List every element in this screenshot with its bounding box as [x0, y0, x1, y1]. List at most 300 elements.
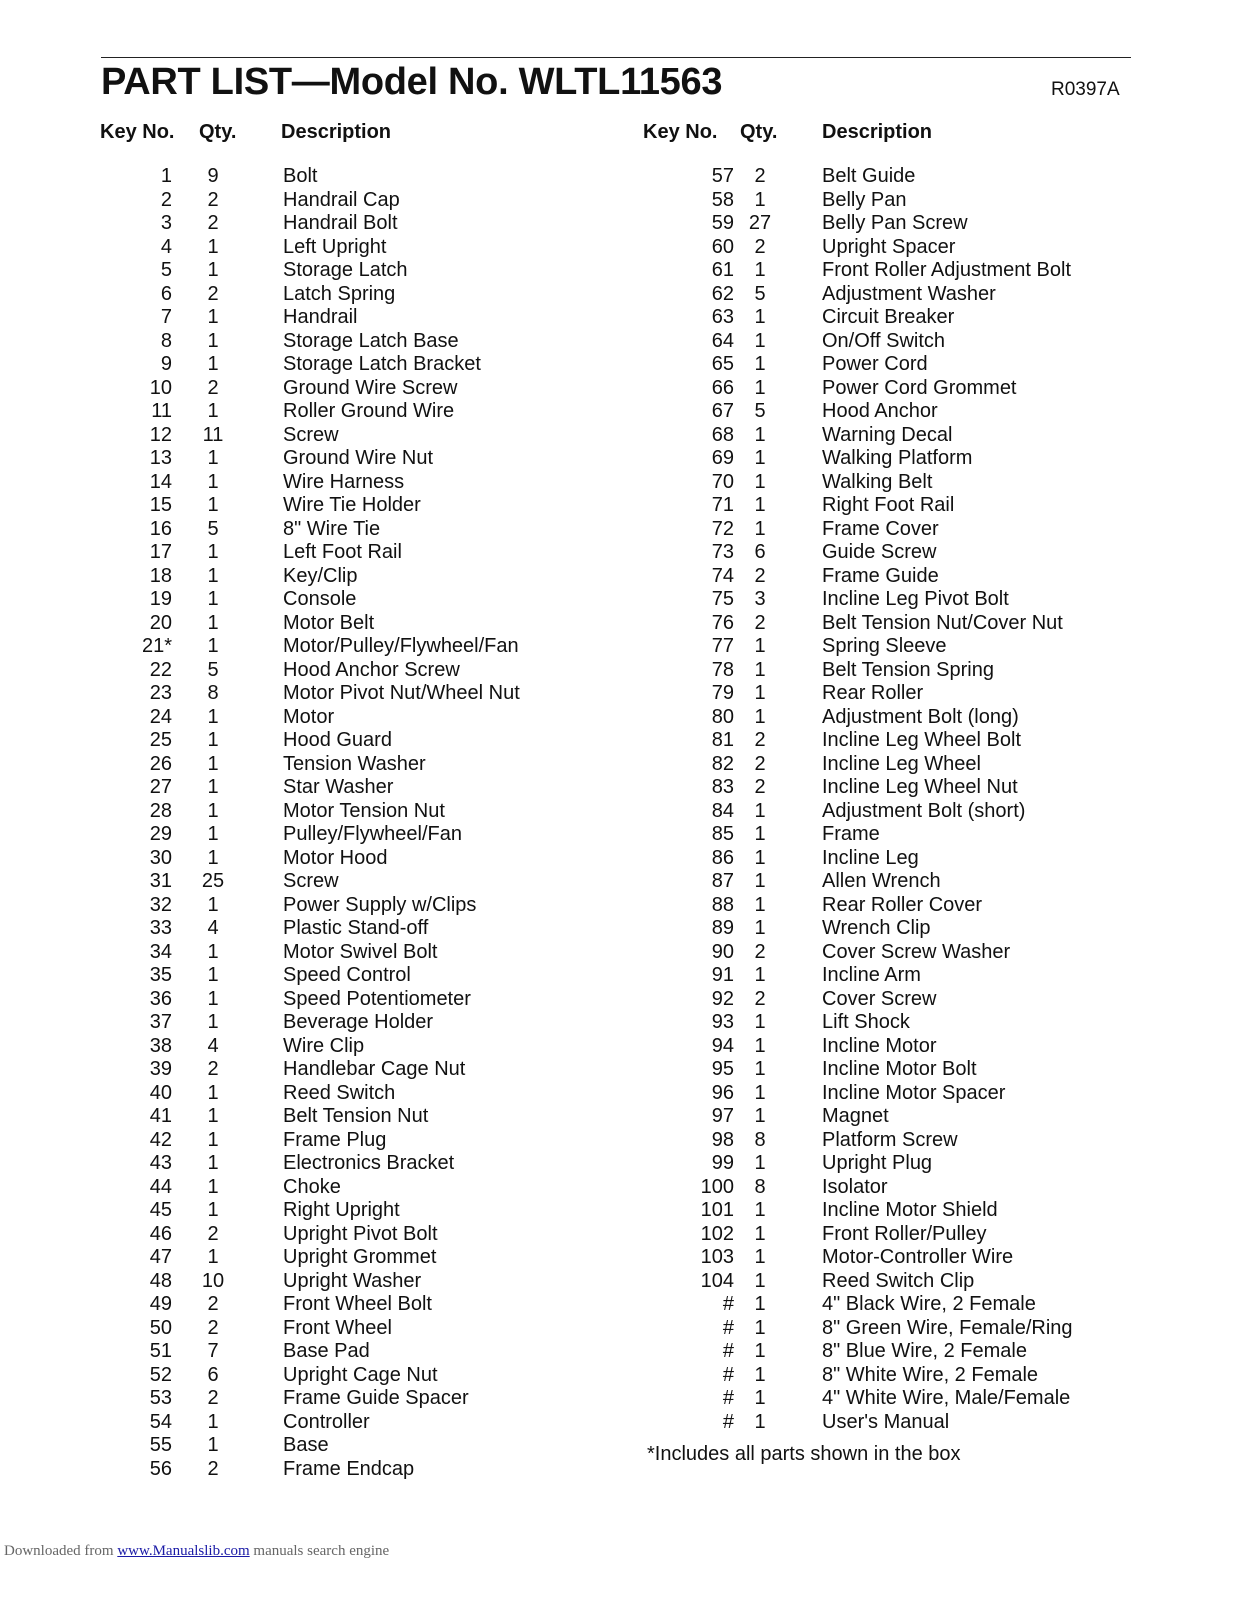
part-row — [0, 1128, 620, 1152]
part-key-number: 19 — [149, 588, 172, 610]
part-row — [0, 752, 620, 776]
part-key-number: 52 — [149, 1363, 172, 1386]
part-row — [620, 493, 1237, 517]
part-quantity: 1 — [207, 1105, 219, 1127]
part-key-number: 74 — [711, 564, 734, 587]
part-description: Hood Anchor — [822, 400, 938, 422]
part-key-number: 104 — [700, 1269, 734, 1292]
part-description: Storage Latch — [283, 259, 408, 281]
part-description: Power Supply w/Clips — [283, 893, 477, 916]
part-description: Frame Cover — [822, 517, 939, 540]
part-description: Spring Sleeve — [822, 635, 947, 657]
part-key-number: 85 — [711, 823, 734, 845]
part-row — [620, 1151, 1237, 1175]
part-quantity: 1 — [754, 188, 766, 211]
part-quantity: 8 — [207, 682, 219, 704]
part-description: Controller — [283, 1410, 370, 1433]
part-quantity: 1 — [207, 306, 219, 328]
part-quantity: 5 — [207, 658, 219, 681]
part-row — [620, 1292, 1237, 1316]
part-row — [620, 1410, 1237, 1434]
part-description: Incline Motor — [822, 1034, 937, 1057]
part-description: Rear Roller — [822, 682, 924, 704]
part-key-number: 93 — [711, 1011, 734, 1033]
part-row — [0, 305, 620, 329]
right-parts-list — [620, 164, 1237, 1433]
part-quantity: 1 — [754, 376, 766, 399]
part-row — [0, 540, 620, 564]
part-quantity: 8 — [754, 1128, 766, 1151]
page-title: PART LIST—Model No. WLTL11563 — [101, 61, 723, 103]
part-key-number: 79 — [711, 682, 734, 704]
part-description: Belly Pan Screw — [822, 212, 968, 234]
part-key-number: # — [722, 1293, 734, 1315]
part-quantity: 1 — [754, 1269, 766, 1292]
part-key-number: # — [722, 1340, 734, 1362]
part-row — [0, 1057, 620, 1081]
part-key-number: 21* — [141, 635, 172, 657]
part-quantity: 8 — [754, 1175, 766, 1198]
part-quantity: 1 — [207, 353, 219, 375]
part-row — [620, 446, 1237, 470]
part-description: 8" White Wire, 2 Female — [822, 1363, 1039, 1386]
part-key-number: 44 — [149, 1175, 172, 1198]
part-description: Upright Spacer — [822, 235, 956, 258]
part-row — [620, 540, 1237, 564]
part-row — [620, 893, 1237, 917]
part-quantity: 2 — [207, 1222, 219, 1245]
part-key-number: 78 — [711, 658, 734, 681]
part-quantity: 5 — [207, 517, 219, 540]
part-key-number: 68 — [711, 423, 734, 446]
part-key-number: 46 — [149, 1222, 172, 1245]
part-quantity: 10 — [201, 1269, 225, 1292]
part-description: Adjustment Washer — [822, 282, 996, 305]
part-key-number: 33 — [149, 917, 172, 939]
part-description: Reed Switch Clip — [822, 1269, 975, 1292]
part-row — [0, 446, 620, 470]
part-row — [0, 564, 620, 588]
part-quantity: 2 — [754, 729, 766, 751]
part-quantity: 1 — [207, 705, 219, 728]
part-key-number: 45 — [149, 1199, 172, 1221]
part-quantity: 25 — [201, 870, 225, 892]
part-quantity: 1 — [754, 470, 766, 493]
part-row — [0, 1175, 620, 1199]
part-row — [0, 1269, 620, 1293]
part-row — [620, 1128, 1237, 1152]
part-row — [620, 1269, 1237, 1293]
part-quantity: 1 — [754, 799, 766, 822]
part-row — [0, 1386, 620, 1410]
part-row — [0, 399, 620, 423]
part-row — [0, 1104, 620, 1128]
part-key-number: 65 — [711, 353, 734, 375]
part-key-number: 77 — [711, 635, 734, 657]
part-description: 4" White Wire, Male/Female — [822, 1387, 1071, 1409]
part-row — [620, 587, 1237, 611]
part-key-number: # — [722, 1316, 734, 1339]
part-key-number: 15 — [149, 494, 172, 516]
part-key-number: 3 — [160, 212, 172, 234]
part-quantity: 1 — [754, 423, 766, 446]
manualslib-link[interactable]: www.Manualslib.com — [117, 1543, 250, 1559]
part-quantity: 1 — [207, 1081, 219, 1104]
part-description: Roller Ground Wire — [283, 400, 455, 422]
part-quantity: 1 — [207, 235, 219, 258]
part-description: Frame Guide Spacer — [283, 1387, 469, 1409]
part-row — [0, 1222, 620, 1246]
part-description: Console — [283, 588, 357, 610]
part-quantity: 4 — [207, 917, 219, 939]
part-row — [620, 799, 1237, 823]
part-row — [620, 1175, 1237, 1199]
part-key-number: 90 — [711, 940, 734, 963]
part-row — [620, 517, 1237, 541]
part-row — [0, 1316, 620, 1340]
part-key-number: 27 — [149, 776, 172, 798]
part-quantity: 5 — [754, 400, 766, 422]
part-quantity: 1 — [754, 1410, 766, 1433]
part-description: Incline Motor Spacer — [822, 1081, 1006, 1104]
part-key-number: 71 — [711, 494, 734, 516]
part-row — [0, 658, 620, 682]
part-quantity: 9 — [207, 165, 219, 187]
part-key-number: 63 — [711, 306, 734, 328]
part-description: Motor/Pulley/Flywheel/Fan — [283, 635, 519, 657]
part-quantity: 2 — [207, 1058, 219, 1080]
part-quantity: 27 — [748, 212, 772, 234]
part-row — [620, 987, 1237, 1011]
part-description: 8" Blue Wire, 2 Female — [822, 1340, 1027, 1362]
part-row — [620, 1339, 1237, 1363]
part-quantity: 1 — [754, 917, 766, 939]
right-header-key: Key No. — [643, 121, 718, 143]
right-header-qty: Qty. — [740, 121, 778, 143]
part-quantity: 1 — [207, 776, 219, 798]
part-key-number: 91 — [711, 964, 734, 986]
part-key-number: 37 — [149, 1011, 172, 1033]
part-quantity: 1 — [754, 682, 766, 704]
footer-prefix: Downloaded from — [4, 1543, 118, 1559]
part-key-number: 96 — [711, 1081, 734, 1104]
part-description: Upright Pivot Bolt — [283, 1222, 438, 1245]
part-key-number: 10 — [149, 376, 172, 399]
part-key-number: 28 — [149, 799, 172, 822]
part-key-number: 56 — [149, 1457, 172, 1480]
part-quantity: 1 — [207, 1128, 219, 1151]
left-header-description: Description — [281, 121, 392, 143]
part-row — [620, 211, 1237, 235]
part-description: Isolator — [822, 1175, 888, 1198]
part-row — [620, 1245, 1237, 1269]
part-description: Allen Wrench — [822, 870, 941, 892]
part-row — [620, 305, 1237, 329]
part-key-number: 30 — [149, 846, 172, 869]
part-key-number: 72 — [711, 517, 734, 540]
part-quantity: 1 — [754, 823, 766, 845]
part-row — [0, 1457, 620, 1481]
part-quantity: 7 — [207, 1340, 219, 1362]
part-key-number: 103 — [700, 1246, 734, 1268]
part-key-number: 83 — [711, 776, 734, 798]
part-row — [0, 893, 620, 917]
part-key-number: # — [722, 1387, 734, 1409]
part-description: Belt Guide — [822, 165, 916, 187]
part-key-number: 66 — [711, 376, 734, 399]
part-row — [0, 611, 620, 635]
part-key-number: 48 — [149, 1269, 172, 1292]
part-key-number: 58 — [711, 188, 734, 211]
part-row — [0, 987, 620, 1011]
part-description: Tension Washer — [283, 752, 426, 775]
part-row — [0, 1245, 620, 1269]
part-description: Belly Pan — [822, 188, 907, 211]
part-key-number: 1 — [160, 165, 172, 187]
part-row — [0, 164, 620, 188]
part-description: Beverage Holder — [283, 1011, 434, 1033]
left-header-qty: Qty. — [199, 121, 237, 143]
part-row — [0, 1151, 620, 1175]
part-row — [0, 1034, 620, 1058]
part-description: Motor Hood — [283, 846, 388, 869]
part-row — [620, 352, 1237, 376]
part-quantity: 1 — [754, 658, 766, 681]
left-header-key: Key No. — [100, 121, 175, 143]
part-description: Frame Endcap — [283, 1457, 415, 1480]
part-row — [0, 258, 620, 282]
footer-suffix: manuals search engine — [249, 1543, 390, 1559]
part-row — [620, 564, 1237, 588]
part-quantity: 2 — [754, 611, 766, 634]
part-row — [0, 470, 620, 494]
part-quantity: 1 — [207, 964, 219, 986]
part-row — [0, 799, 620, 823]
part-quantity: 1 — [754, 1011, 766, 1033]
part-quantity: 1 — [207, 823, 219, 845]
part-description: Incline Leg — [822, 846, 919, 869]
part-key-number: 55 — [149, 1434, 172, 1456]
part-row — [620, 634, 1237, 658]
part-key-number: # — [722, 1410, 734, 1433]
part-description: Front Wheel — [283, 1316, 392, 1339]
part-key-number: 75 — [711, 588, 734, 610]
part-row — [620, 940, 1237, 964]
part-key-number: 89 — [711, 917, 734, 939]
part-description: Front Roller Adjustment Bolt — [822, 259, 1071, 281]
part-quantity: 2 — [754, 165, 766, 187]
part-row — [0, 634, 620, 658]
part-quantity: 1 — [207, 1152, 219, 1174]
part-row — [0, 493, 620, 517]
part-description: Hood Guard — [283, 729, 392, 751]
part-description: Wire Tie Holder — [283, 494, 421, 516]
part-quantity: 1 — [207, 1246, 219, 1268]
footnote: *Includes all parts shown in the box — [647, 1443, 961, 1465]
part-description: Right Upright — [283, 1199, 400, 1221]
part-quantity: 1 — [207, 1199, 219, 1221]
part-description: Frame Guide — [822, 564, 939, 587]
part-row — [620, 1198, 1237, 1222]
part-description: Right Foot Rail — [822, 494, 955, 516]
left-parts-list — [0, 164, 620, 1480]
part-key-number: 81 — [711, 729, 734, 751]
part-row — [0, 1363, 620, 1387]
part-key-number: 92 — [711, 987, 734, 1010]
part-key-number: 67 — [711, 400, 734, 422]
part-quantity: 1 — [754, 1340, 766, 1362]
part-description: Power Cord Grommet — [822, 376, 1017, 399]
part-quantity: 6 — [754, 541, 766, 563]
part-quantity: 1 — [207, 400, 219, 422]
part-quantity: 1 — [207, 1011, 219, 1033]
part-quantity: 2 — [754, 752, 766, 775]
part-description: Motor Swivel Bolt — [283, 940, 438, 963]
part-quantity: 1 — [207, 447, 219, 469]
part-key-number: 29 — [149, 823, 172, 845]
part-quantity: 1 — [754, 1363, 766, 1386]
part-quantity: 1 — [754, 1152, 766, 1174]
part-row — [0, 775, 620, 799]
part-quantity: 1 — [207, 635, 219, 657]
part-row — [0, 1292, 620, 1316]
part-row — [620, 1010, 1237, 1034]
part-key-number: 98 — [711, 1128, 734, 1151]
part-description: Incline Leg Wheel Bolt — [822, 729, 1022, 751]
part-quantity: 1 — [207, 893, 219, 916]
part-row — [620, 846, 1237, 870]
part-row — [620, 963, 1237, 987]
part-row — [0, 423, 620, 447]
part-description: Motor Belt — [283, 611, 375, 634]
part-description: Circuit Breaker — [822, 306, 955, 328]
part-key-number: 22 — [149, 658, 172, 681]
part-quantity: 1 — [754, 635, 766, 657]
part-description: Wire Harness — [283, 470, 405, 493]
part-row — [620, 1316, 1237, 1340]
part-row — [0, 282, 620, 306]
part-quantity: 2 — [754, 940, 766, 963]
part-row — [0, 1410, 620, 1434]
part-description: Incline Motor Shield — [822, 1199, 998, 1221]
part-key-number: 23 — [149, 682, 172, 704]
part-key-number: 50 — [149, 1316, 172, 1339]
part-row — [620, 611, 1237, 635]
part-row — [620, 1081, 1237, 1105]
part-key-number: 70 — [711, 470, 734, 493]
part-row — [0, 211, 620, 235]
part-quantity: 2 — [754, 987, 766, 1010]
part-key-number: 97 — [711, 1105, 734, 1127]
part-quantity: 1 — [207, 729, 219, 751]
part-key-number: 84 — [711, 799, 734, 822]
part-row — [0, 1081, 620, 1105]
part-quantity: 3 — [754, 588, 766, 610]
part-description: Bolt — [283, 165, 318, 187]
part-key-number: 6 — [160, 282, 172, 305]
part-quantity: 1 — [754, 846, 766, 869]
part-description: Handrail Bolt — [283, 212, 398, 234]
part-quantity: 1 — [754, 1081, 766, 1104]
part-description: Motor — [283, 705, 335, 728]
part-quantity: 1 — [207, 752, 219, 775]
part-quantity: 1 — [207, 611, 219, 634]
part-description: Platform Screw — [822, 1128, 958, 1151]
part-description: Handlebar Cage Nut — [283, 1058, 466, 1080]
part-key-number: 82 — [711, 752, 734, 775]
part-description: Incline Leg Wheel — [822, 752, 981, 775]
part-description: Incline Arm — [822, 964, 921, 986]
part-key-number: 69 — [711, 447, 734, 469]
part-key-number: 64 — [711, 329, 734, 352]
part-description: Pulley/Flywheel/Fan — [283, 823, 462, 845]
part-row — [620, 258, 1237, 282]
part-row — [620, 869, 1237, 893]
part-description: Walking Belt — [822, 470, 933, 493]
part-key-number: 35 — [149, 964, 172, 986]
part-description: Upright Plug — [822, 1152, 933, 1174]
part-description: 8" Green Wire, Female/Ring — [822, 1316, 1073, 1339]
part-description: Hood Anchor Screw — [283, 658, 460, 681]
part-row — [0, 705, 620, 729]
part-key-number: 86 — [711, 846, 734, 869]
part-key-number: 42 — [149, 1128, 172, 1151]
document-code: R0397A — [1051, 79, 1120, 100]
part-row — [0, 1433, 620, 1457]
part-key-number: 95 — [711, 1058, 734, 1080]
part-quantity: 11 — [202, 423, 224, 446]
part-description: Reed Switch — [283, 1081, 396, 1104]
part-row — [620, 775, 1237, 799]
part-row — [620, 188, 1237, 212]
part-description: Front Roller/Pulley — [822, 1222, 987, 1245]
part-quantity: 1 — [754, 517, 766, 540]
download-footer — [4, 1541, 389, 1561]
part-key-number: 16 — [149, 517, 172, 540]
part-quantity: 1 — [754, 494, 766, 516]
part-key-number: 5 — [160, 259, 172, 281]
part-description: Frame Plug — [283, 1128, 387, 1151]
part-quantity: 1 — [754, 329, 766, 352]
part-key-number: 73 — [711, 541, 734, 563]
part-quantity: 1 — [207, 329, 219, 352]
part-key-number: 8 — [160, 329, 172, 352]
part-row — [620, 376, 1237, 400]
right-header-description: Description — [822, 121, 933, 143]
part-quantity: 1 — [754, 1105, 766, 1127]
part-description: Upright Cage Nut — [283, 1363, 438, 1386]
part-row — [0, 869, 620, 893]
part-key-number: 94 — [711, 1034, 734, 1057]
part-key-number: 87 — [711, 870, 734, 892]
part-description: Speed Control — [283, 964, 411, 986]
part-description: Rear Roller Cover — [822, 893, 983, 916]
part-row — [0, 1339, 620, 1363]
part-row — [620, 423, 1237, 447]
part-description: Electronics Bracket — [283, 1152, 455, 1174]
part-description: Star Washer — [283, 776, 394, 798]
part-row — [620, 916, 1237, 940]
part-quantity: 1 — [207, 564, 219, 587]
part-quantity: 1 — [207, 494, 219, 516]
part-quantity: 2 — [207, 376, 219, 399]
part-quantity: 1 — [207, 470, 219, 493]
part-row — [620, 399, 1237, 423]
part-quantity: 1 — [207, 799, 219, 822]
part-description: Lift Shock — [822, 1011, 910, 1033]
part-description: Base Pad — [283, 1340, 370, 1362]
part-row — [620, 470, 1237, 494]
